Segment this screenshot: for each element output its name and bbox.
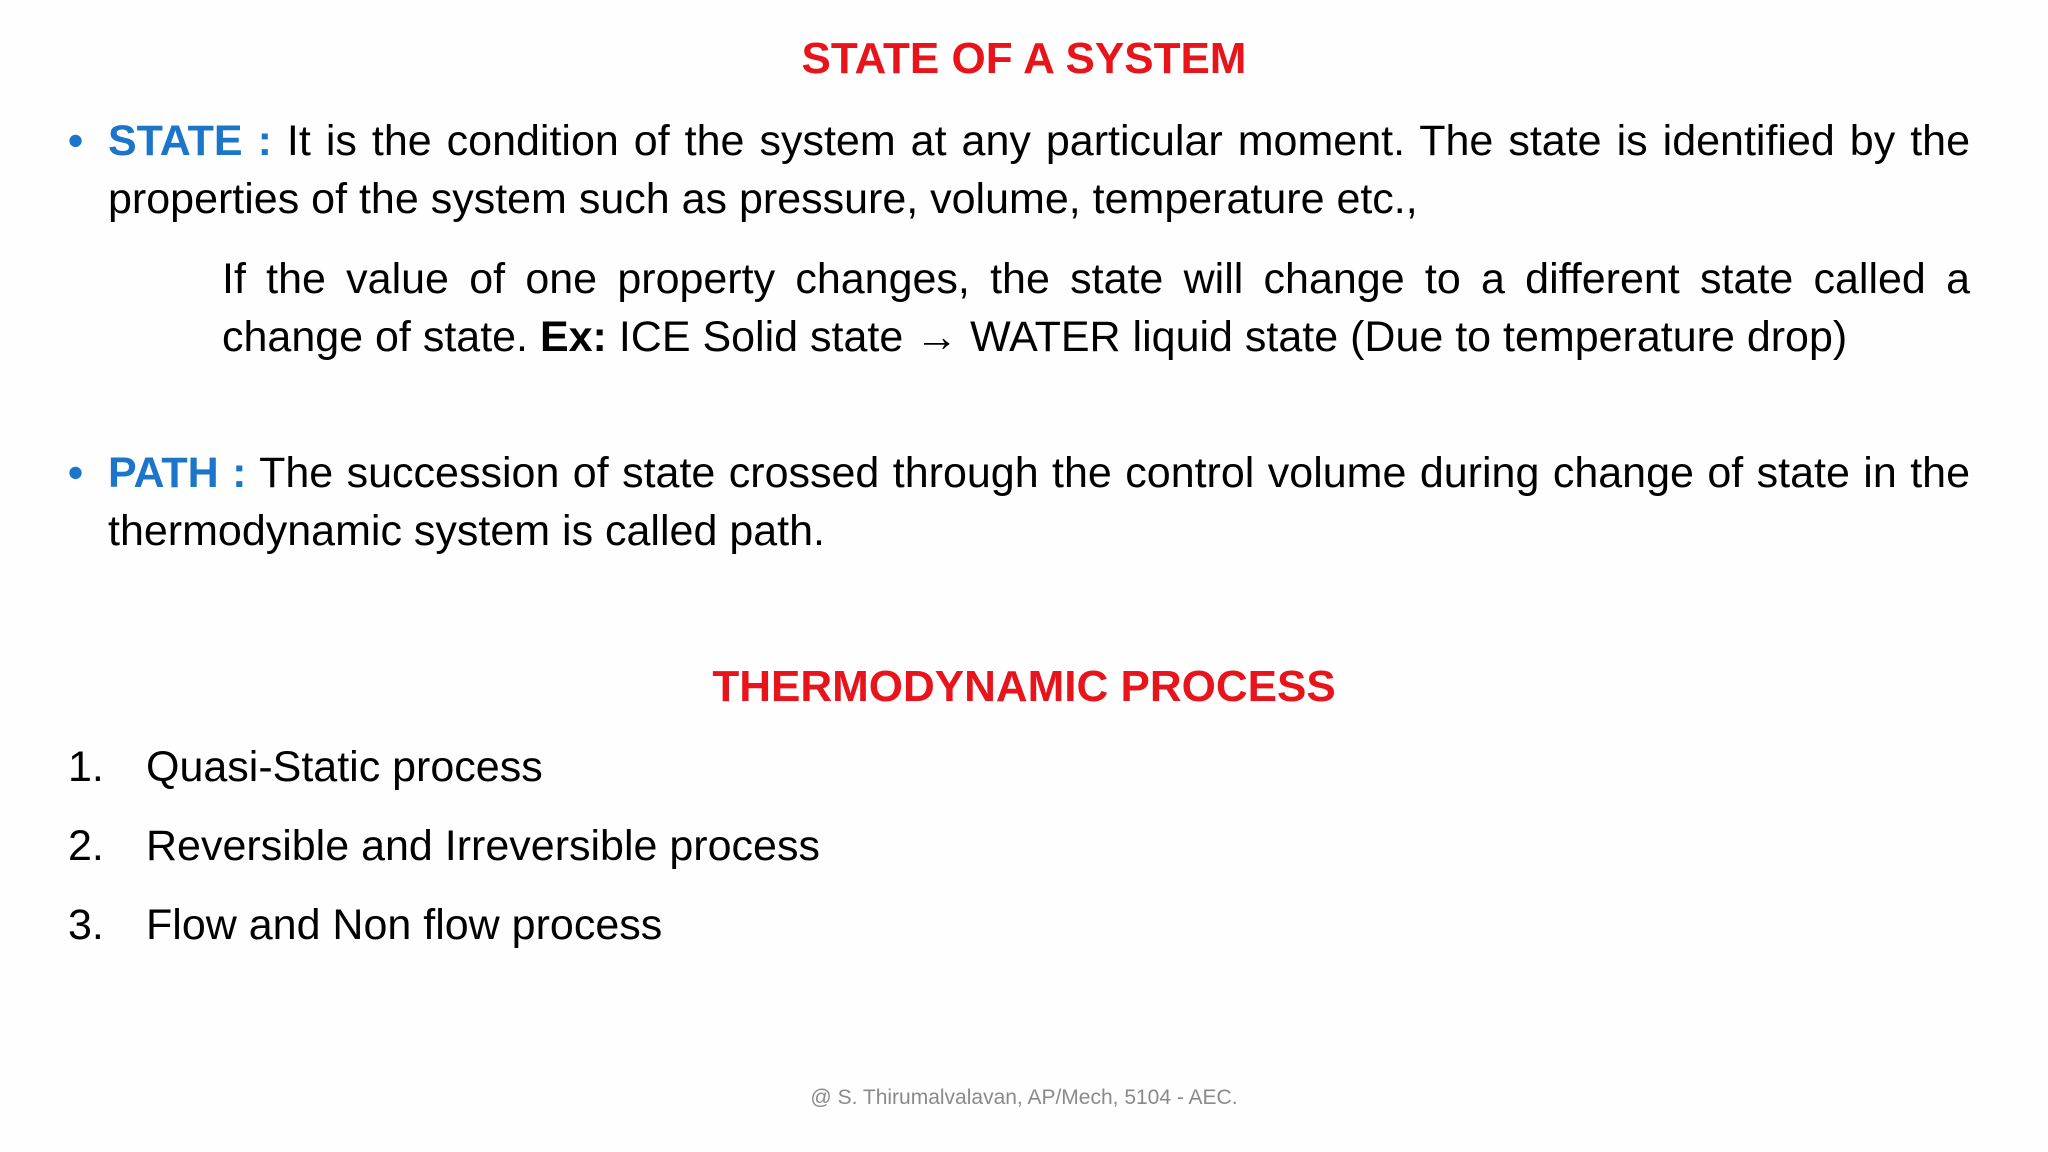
state-change-text: If the value of one property changes, the state will change to a different state called a change of state. [222,255,1970,361]
state-definition [108,112,1970,228]
state-text: It is the condition of the system at any particular moment. The state is identified by the properties of the system such as pressure, volume, temperature etc., [108,117,1970,223]
list-number: 3. [68,901,104,949]
slide-footer: @ S. Thirumalvalavan, AP/Mech, 5104 - AEC. [810,1086,1238,1109]
process-label: Quasi-Static process [146,743,543,791]
process-list-item [68,817,820,875]
process-label: Reversible and Irreversible process [146,822,820,870]
slide-title: STATE OF A SYSTEM [801,34,1247,83]
state-term: STATE : [108,117,272,165]
process-list-item [68,738,543,796]
state-change-paragraph [222,250,1970,366]
path-text: The succession of state crossed through the control volume during change of state in the thermodynamic system is called path. [108,449,1970,555]
path-definition [108,444,1970,560]
process-list-item [68,896,662,954]
process-label: Flow and Non flow process [146,901,663,949]
path-term: PATH : [108,449,247,497]
list-number: 1. [68,743,104,791]
bullet-icon: • [68,449,84,497]
state-bullet [68,112,1970,228]
bullet-icon: • [68,117,84,165]
process-section-title: THERMODYNAMIC PROCESS [712,662,1336,711]
example-label: Ex: [539,313,607,361]
path-bullet [68,444,1970,560]
example-text: ICE Solid state → WATER liquid state (Due to temperature drop) [606,313,1848,361]
list-number: 2. [68,822,104,870]
